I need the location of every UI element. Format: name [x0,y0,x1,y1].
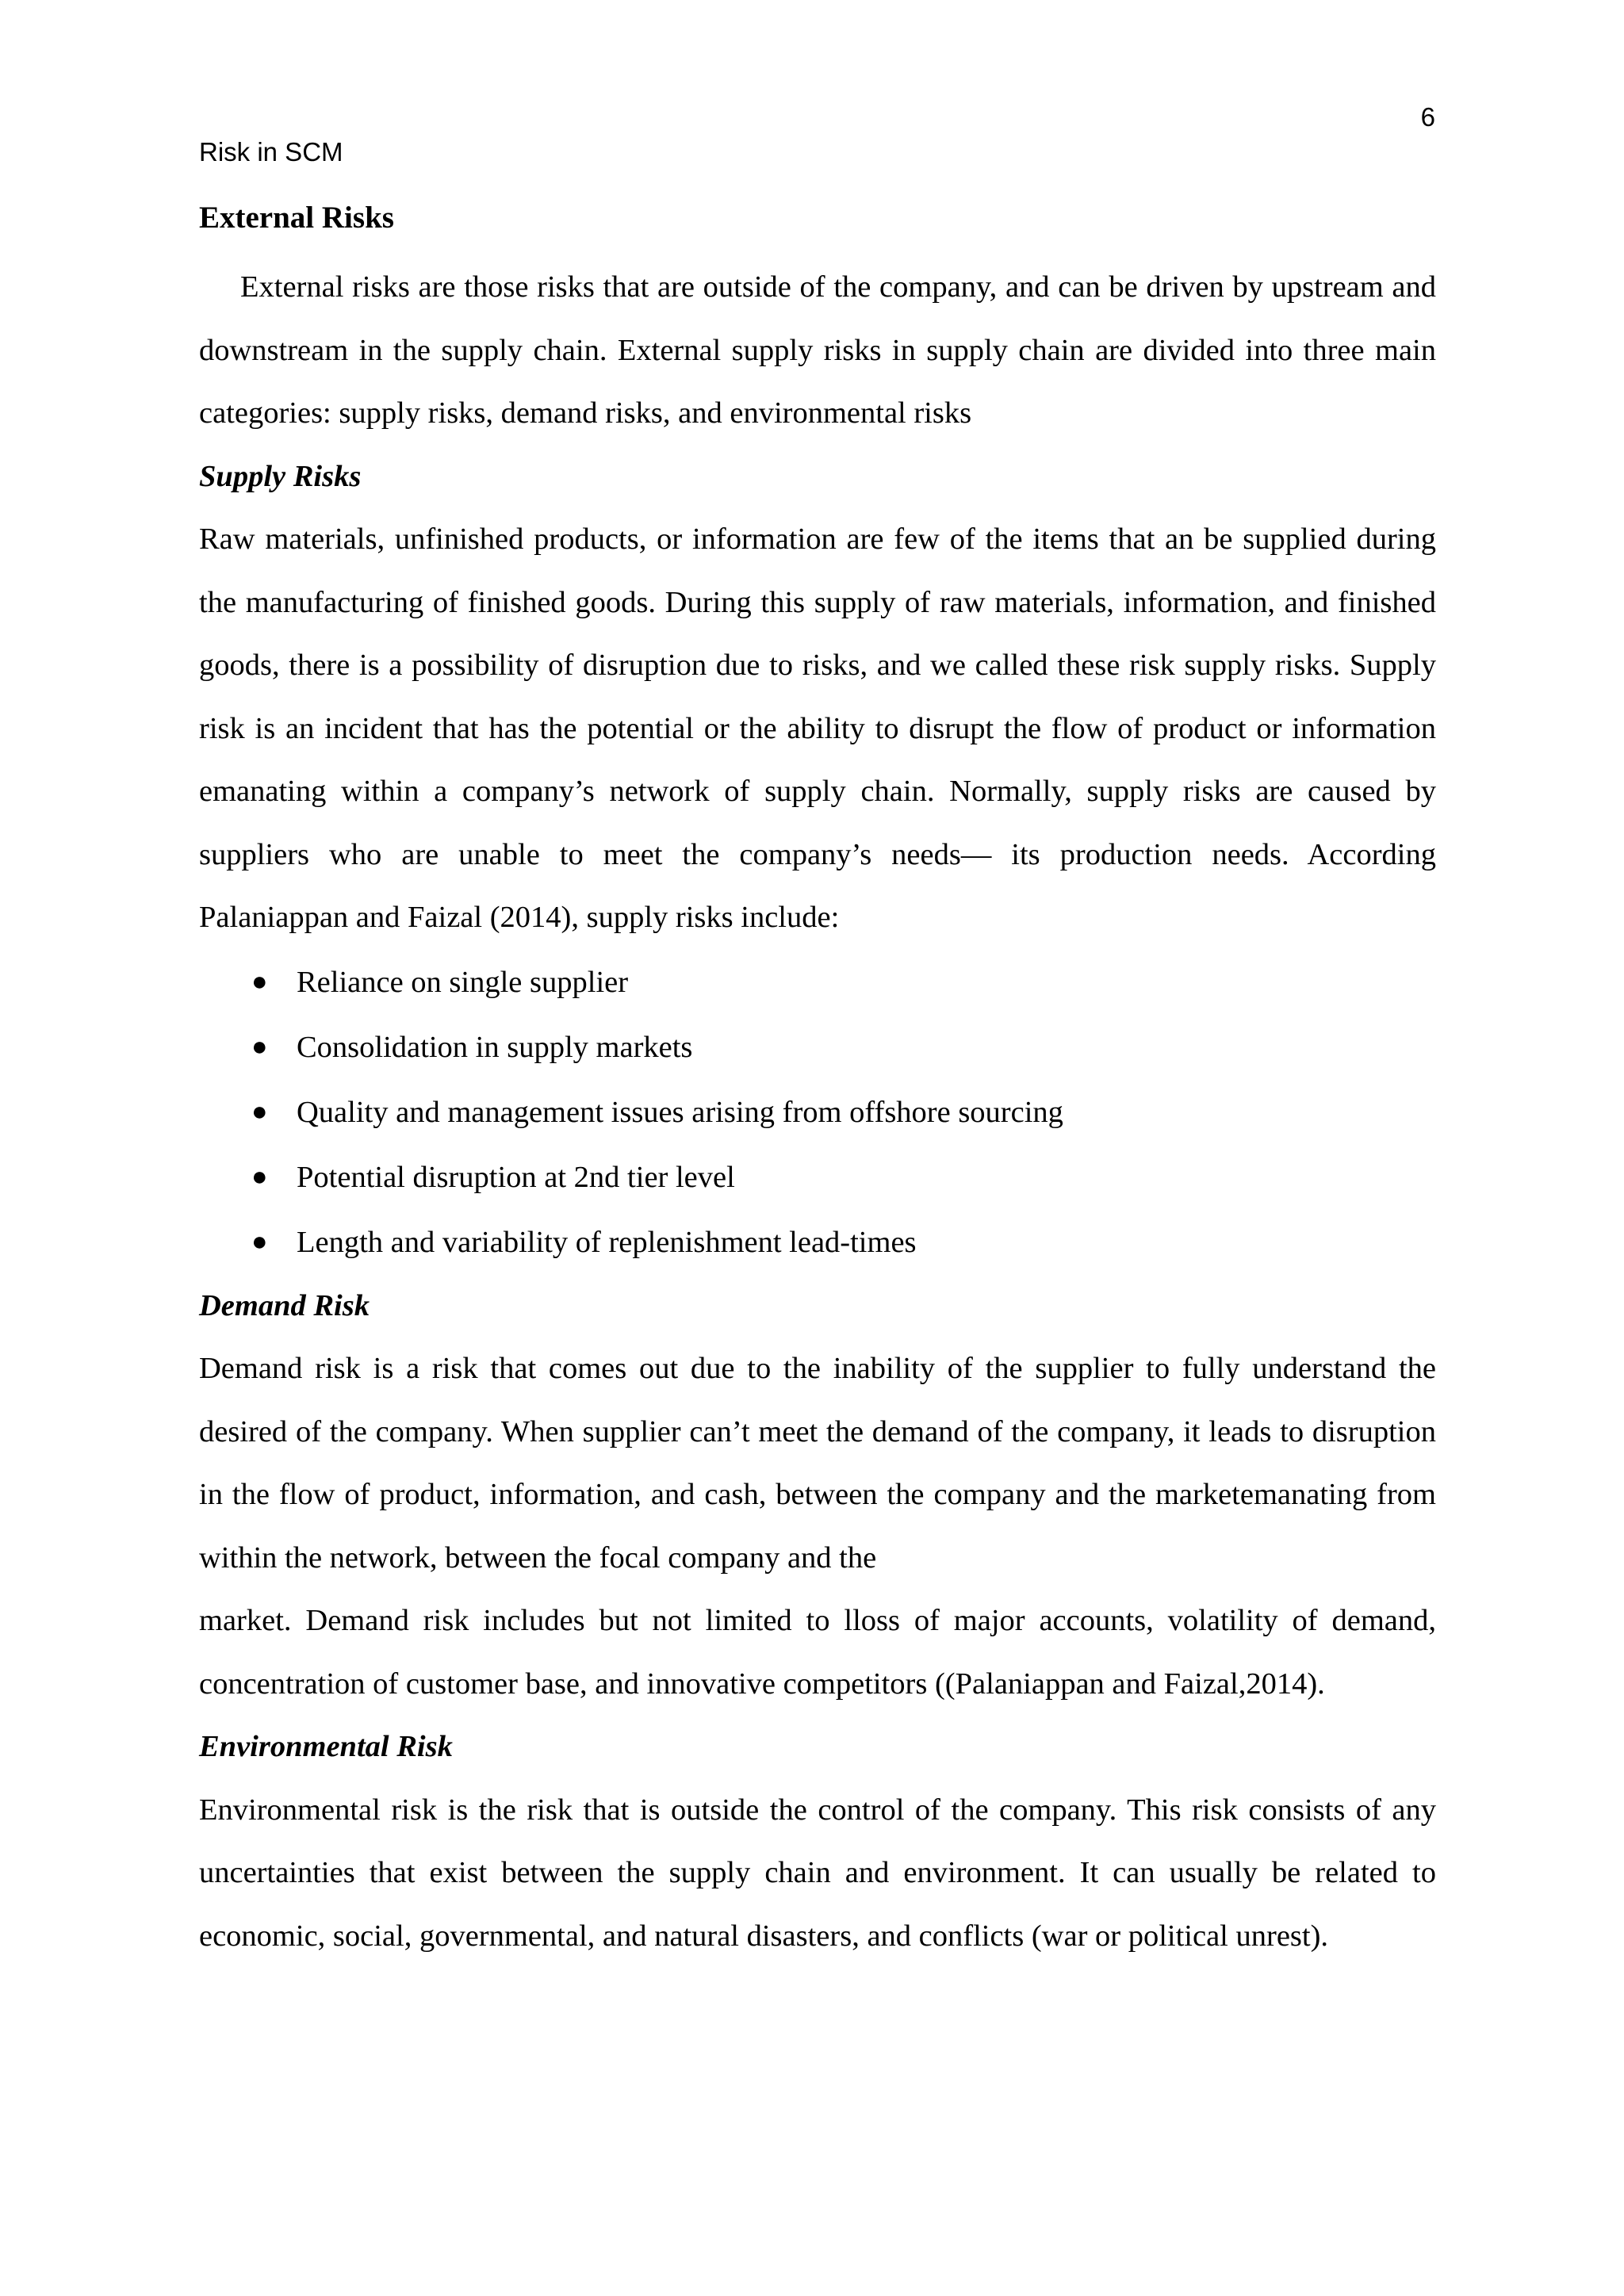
list-item [199,950,1436,1015]
bullet-icon: ● [251,1161,268,1192]
list-item [199,1015,1436,1080]
heading-external-risks: External Risks [199,201,394,235]
heading-demand-risk: Demand Risk [199,1288,370,1322]
bullet-icon: ● [251,966,268,997]
document-body [199,194,1436,1968]
heading-supply-risks: Supply Risks [199,459,362,493]
list-item-text: Quality and management issues arising from offshore sourcing [297,1095,1063,1129]
bullet-icon: ● [251,1096,268,1127]
list-item-text: Length and variability of replenishment lead-times [297,1225,917,1259]
list-item-text: Consolidation in supply markets [297,1030,693,1064]
list-item [199,1080,1436,1145]
paragraph-external-risks: External risks are those risks that are outside of the company, and can be driven by upstream and downstream in the supply chain. External supply risks in supply chain are divided into three main categories: supply risks, demand risks, and environmental risks [199,270,1436,430]
page-number: 6 [1420,102,1435,132]
paragraph-environmental-risk: Environmental risk is the risk that is outside the control of the company. This risk consists of any uncertainties that exist between the supply chain and environment. It can usually be related to economic, social, governmental, and natural disasters, and conflicts (war or political unrest). [199,1793,1436,1953]
bullet-icon: ● [251,1031,268,1062]
list-item-text: Reliance on single supplier [297,965,629,999]
paragraph-demand-risk-2: market. Demand risk includes but not limited to lloss of major accounts, volatility of demand, concentration of customer base, and innovative competitors ((Palaniappan and Faizal,2014). [199,1604,1436,1701]
heading-environmental-risk: Environmental Risk [199,1730,453,1763]
list-item [199,1210,1436,1275]
list-item [199,1145,1436,1210]
paragraph-supply-risks: Raw materials, unfinished products, or information are few of the items that an be supplied during the manufacturing of finished goods. During this supply of raw materials, information, and finished goods, there is a possibility of disruption due to risks, and we called these risk supply risks. Supply risk is an incident that has the potential or the ability to disrupt the flow of product or information emanating within a company’s network of supply chain. Normally, supply risks are caused by suppliers who are unable to meet the company’s needs— its production needs. According Palaniappan and Faizal (2014), supply risks include: [199,522,1436,934]
bullet-icon: ● [251,1226,268,1257]
paragraph-demand-risk-1: Demand risk is a risk that comes out due to the inability of the supplier to fully understand the desired of the company. When supplier can’t meet the demand of the company, it leads to disruption in the flow of product, information, and cash, between the company and the marketemanating from within the network, between the focal company and the [199,1352,1436,1575]
running-head: Risk in SCM [199,137,343,166]
supply-risks-list [199,950,1436,1275]
list-item-text: Potential disruption at 2nd tier level [297,1160,735,1194]
